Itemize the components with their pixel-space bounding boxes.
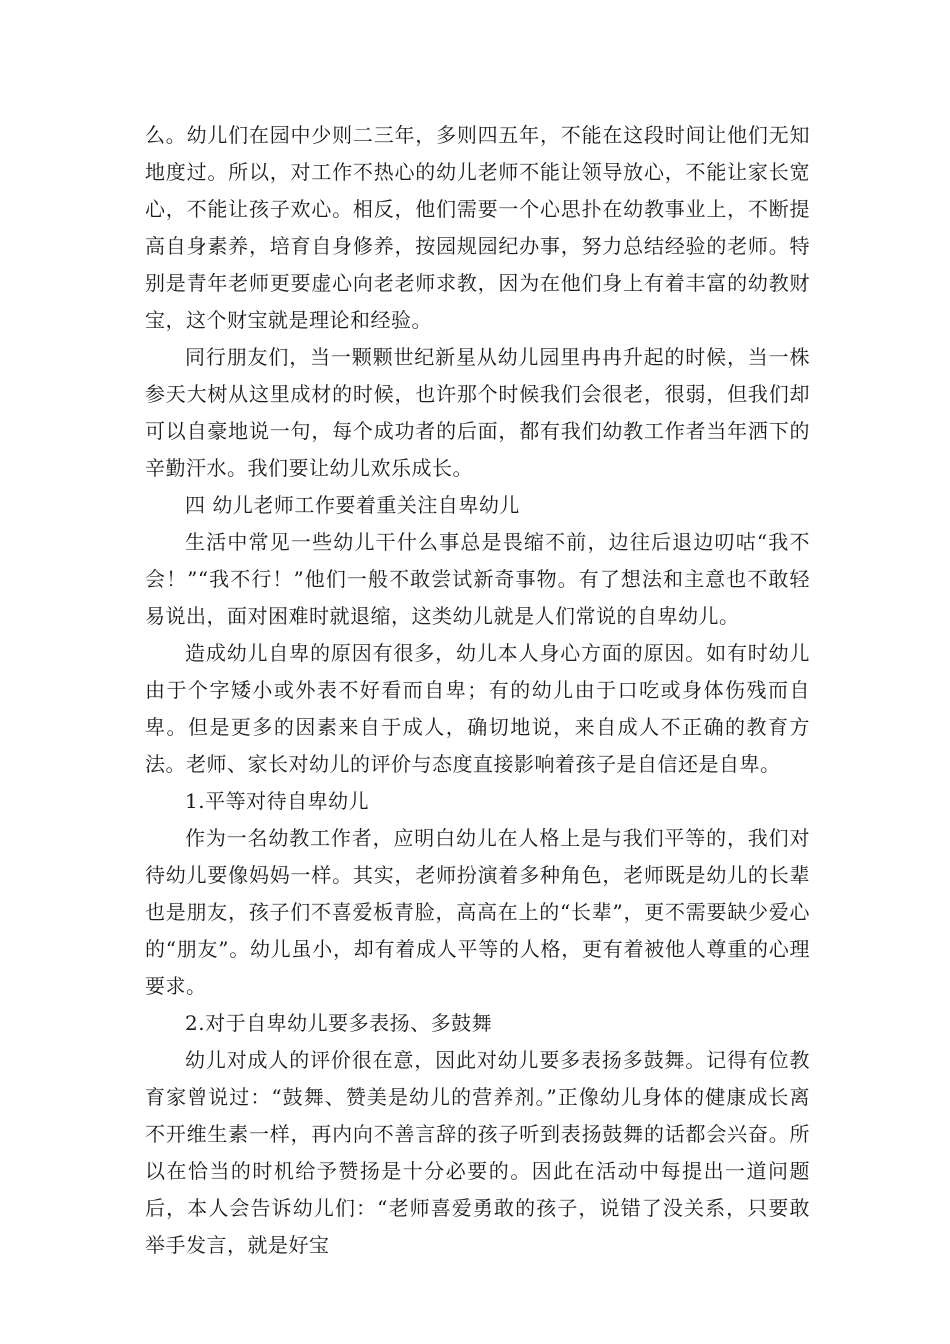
paragraph-continuation: 么。幼儿们在园中少则二三年，多则四五年，不能在这段时间让他们无知地度过。所以，对工作不热心的幼儿老师不能让领导放心，不能让家长宽心，不能让孩子欢心。相反，他们需要一个心思扑在幼教事业上，不断提高自身素养，培育自身修养，按园规园纪办事，努力总结经验的老师。特别是青年老师更要虚心向老老师求教，因为在他们身上有着丰富的幼教财宝，这个财宝就是理论和经验。: [145, 123, 810, 332]
document-body: [145, 117, 810, 1264]
subheading-equal-treatment: 1.平等对待自卑幼儿: [185, 789, 370, 813]
paragraph-praise: 幼儿对成人的评价很在意，因此对幼儿要多表扬多鼓舞。记得有位教育家曾说过：“鼓舞、赞美是幼儿的营养剂。”正像幼儿身体的健康成长离不开维生素一样，再内向不善言辞的孩子听到表扬鼓舞的话都会兴奋。所以在恰当的时机给予赞扬是十分必要的。因此在活动中每提出一道问题后，本人会告诉幼儿们：“老师喜爱勇敢的孩子，说错了没关系，只要敢举手发言，就是好宝: [145, 1048, 810, 1257]
paragraph-equal-treatment: 作为一名幼教工作者，应明白幼儿在人格上是与我们平等的，我们对待幼儿要像妈妈一样。其实，老师扮演着多种角色，老师既是幼儿的长辈也是朋友，孩子们不喜爱板青脸，高高在上的“长辈”，更不需要缺少爱心的“朋友”。幼儿虽小，却有着成人平等的人格，更有着被他人尊重的心理要求。: [145, 826, 810, 998]
paragraph-colleagues: 同行朋友们，当一颗颗世纪新星从幼儿园里冉冉升起的时候，当一株参天大树从这里成材的时候，也许那个时候我们会很老，很弱，但我们却可以自豪地说一句，每个成功者的后面，都有我们幼教工作者当年洒下的辛勤汗水。我们要让幼儿欢乐成长。: [145, 345, 810, 480]
paragraph-timid-children: 生活中常见一些幼儿干什么事总是畏缩不前，边往后退边叨咕“我不会！”“我不行！”他们一般不敢尝试新奇事物。有了想法和主意也不敢轻易说出，面对困难时就退缩，这类幼儿就是人们常说的自卑幼儿。: [145, 530, 810, 628]
paragraph-causes: 造成幼儿自卑的原因有很多，幼儿本人身心方面的原因。如有时幼儿由于个字矮小或外表不好看而自卑；有的幼儿由于口吃或身体伤残而自卑。但是更多的因素来自于成人，确切地说，来自成人不正确的教育方法。老师、家长对幼儿的评价与态度直接影响着孩子是自信还是自卑。: [145, 641, 810, 776]
subheading-praise: 2.对于自卑幼儿要多表扬、多鼓舞: [185, 1011, 493, 1035]
section-heading-four: 四 幼儿老师工作要着重关注自卑幼儿: [185, 493, 520, 517]
